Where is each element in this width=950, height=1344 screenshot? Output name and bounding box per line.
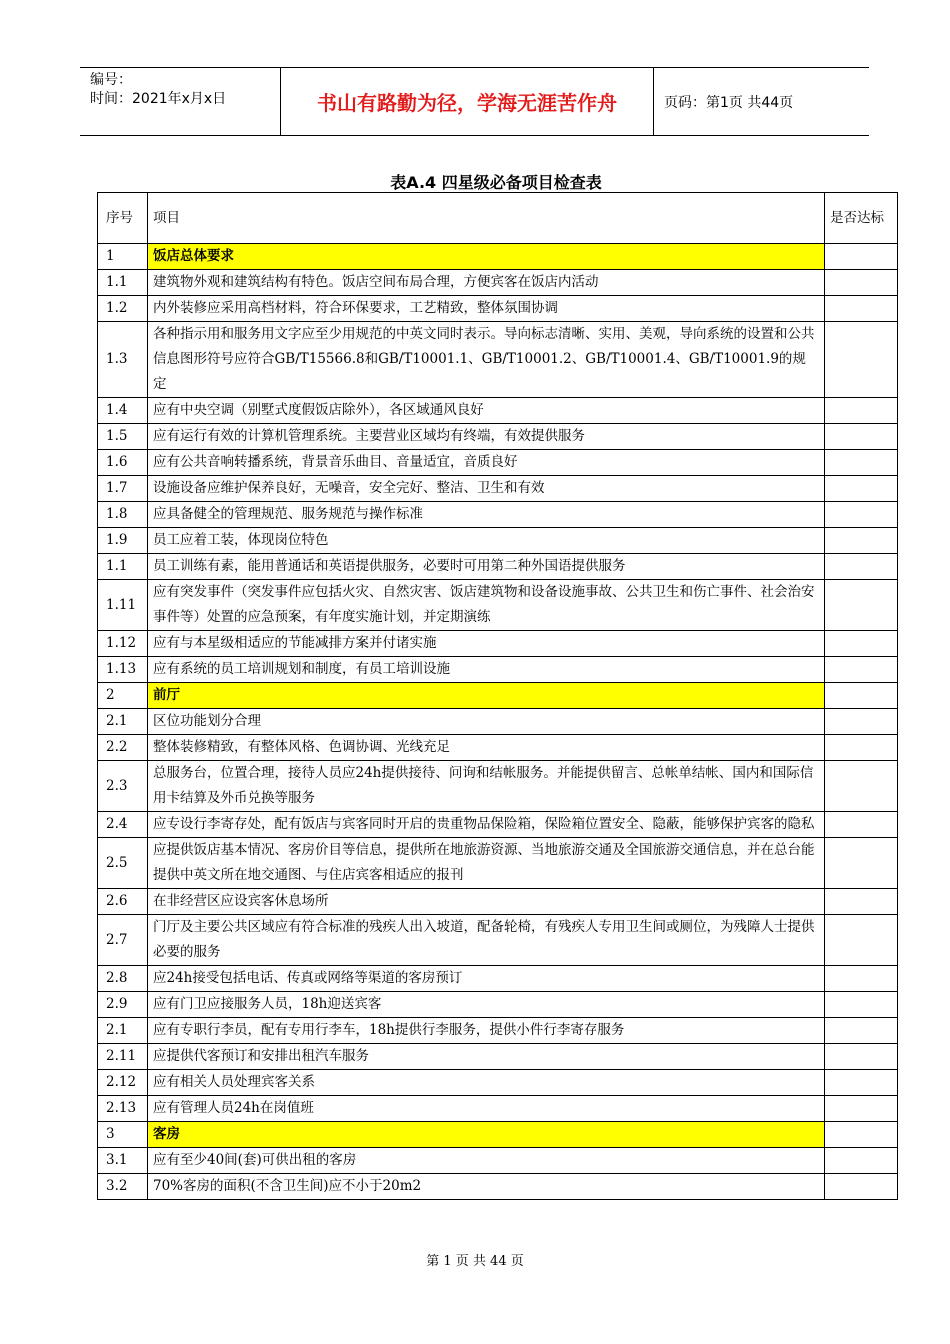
row-passed-cell[interactable] (825, 502, 898, 528)
row-passed-cell[interactable] (825, 528, 898, 554)
table-row (98, 1096, 898, 1122)
row-passed-cell[interactable] (825, 657, 898, 683)
section-row (98, 1122, 898, 1148)
row-item-text: 应专设行李寄存处，配有饭店与宾客同时开启的贵重物品保险箱，保险箱位置安全、隐蔽，能够保护宾客的隐私 (148, 812, 825, 838)
row-item-text: 应有与本星级相适应的节能减排方案并付诸实施 (148, 631, 825, 657)
row-item-text: 应有管理人员24h在岗值班 (148, 1096, 825, 1122)
row-item-text: 应具备健全的管理规范、服务规范与操作标准 (148, 502, 825, 528)
row-number: 1 (98, 244, 148, 270)
row-passed-cell[interactable] (825, 889, 898, 915)
row-number: 2.7 (98, 915, 148, 966)
row-number: 1.6 (98, 450, 148, 476)
checklist-table (97, 192, 898, 1200)
table-row (98, 657, 898, 683)
section-row (98, 683, 898, 709)
row-item-text: 应有中央空调（别墅式度假饭店除外），各区域通风良好 (148, 398, 825, 424)
table-row (98, 761, 898, 812)
table-row (98, 1148, 898, 1174)
row-passed-cell[interactable] (825, 812, 898, 838)
row-item-text: 应提供饭店基本情况、客房价目等信息，提供所在地旅游资源、当地旅游交通及全国旅游交通信息，并在总台能提供中英文所在地交通图、与住店宾客相适应的报刊 (148, 838, 825, 889)
row-passed-cell[interactable] (825, 322, 898, 398)
row-passed-cell[interactable] (825, 1174, 898, 1200)
table-row (98, 554, 898, 580)
row-item-text: 应24h接受包括电话、传真或网络等渠道的客房预订 (148, 966, 825, 992)
table-row (98, 915, 898, 966)
table-row (98, 1044, 898, 1070)
row-number: 1.7 (98, 476, 148, 502)
table-row (98, 424, 898, 450)
row-passed-cell[interactable] (825, 709, 898, 735)
table-row (98, 322, 898, 398)
row-item-text: 在非经营区应设宾客休息场所 (148, 889, 825, 915)
table-row (98, 812, 898, 838)
row-passed-cell[interactable] (825, 1070, 898, 1096)
row-passed-cell[interactable] (825, 1148, 898, 1174)
document-header (80, 67, 869, 136)
header-passed: 是否达标 (825, 193, 898, 244)
row-item-text: 应有系统的员工培训规划和制度，有员工培训设施 (148, 657, 825, 683)
table-row (98, 580, 898, 631)
row-number: 1.3 (98, 322, 148, 398)
row-number: 3.1 (98, 1148, 148, 1174)
row-item-text: 各种指示用和服务用文字应至少用规范的中英文同时表示。导向标志清晰、实用、美观，导向系统的设置和公共信息图形符号应符合GB/T15566.8和GB/T10001.1、GB/T10001.2、GB/T10001.4、GB/T10001.9的规定 (148, 322, 825, 398)
row-item-text: 应有门卫应接服务人员，18h迎送宾客 (148, 992, 825, 1018)
row-passed-cell[interactable] (825, 398, 898, 424)
row-item-text: 设施设备应维护保养良好，无噪音，安全完好、整洁、卫生和有效 (148, 476, 825, 502)
row-number: 1.1 (98, 270, 148, 296)
table-row (98, 528, 898, 554)
table-header-row (98, 193, 898, 244)
row-number: 2.4 (98, 812, 148, 838)
table-body (98, 244, 898, 1200)
row-item-text: 内外装修应采用高档材料，符合环保要求，工艺精致，整体氛围协调 (148, 296, 825, 322)
row-passed-cell[interactable] (825, 244, 898, 270)
row-item-text: 饭店总体要求 (148, 244, 825, 270)
row-item-text: 员工应着工装，体现岗位特色 (148, 528, 825, 554)
row-passed-cell[interactable] (825, 580, 898, 631)
row-item-text: 前厅 (148, 683, 825, 709)
row-number: 3 (98, 1122, 148, 1148)
row-item-text: 建筑物外观和建筑结构有特色。饭店空间布局合理，方便宾客在饭店内活动 (148, 270, 825, 296)
table-row (98, 296, 898, 322)
row-passed-cell[interactable] (825, 296, 898, 322)
row-number: 2.2 (98, 735, 148, 761)
row-passed-cell[interactable] (825, 683, 898, 709)
table-row (98, 1070, 898, 1096)
row-item-text: 应有至少40间(套)可供出租的客房 (148, 1148, 825, 1174)
row-item-text: 总服务台，位置合理，接待人员应24h提供接待、问询和结帐服务。并能提供留言、总帐单结帐、国内和国际信用卡结算及外币兑换等服务 (148, 761, 825, 812)
row-item-text: 应有运行有效的计算机管理系统。主要营业区域均有终端，有效提供服务 (148, 424, 825, 450)
row-passed-cell[interactable] (825, 1122, 898, 1148)
row-number: 1.8 (98, 502, 148, 528)
table-row (98, 631, 898, 657)
row-number: 2.3 (98, 761, 148, 812)
row-item-text: 客房 (148, 1122, 825, 1148)
row-number: 2.11 (98, 1044, 148, 1070)
table-row (98, 1174, 898, 1200)
row-number: 1.12 (98, 631, 148, 657)
row-number: 1.11 (98, 580, 148, 631)
number-label: 编号： (90, 72, 132, 88)
row-passed-cell[interactable] (825, 761, 898, 812)
table-row (98, 735, 898, 761)
row-item-text: 应有突发事件（突发事件应包括火灾、自然灾害、饭店建筑物和设备设施事故、公共卫生和伤亡事件、社会治安事件等）处置的应急预案，有年度实施计划，并定期演练 (148, 580, 825, 631)
table-row (98, 709, 898, 735)
row-passed-cell[interactable] (825, 476, 898, 502)
row-number: 2.13 (98, 1096, 148, 1122)
header-motto: 书山有路勤为径，学海无涯苦作舟 (280, 68, 654, 135)
row-number: 1.1 (98, 554, 148, 580)
row-passed-cell[interactable] (825, 450, 898, 476)
section-row (98, 244, 898, 270)
row-number: 2.12 (98, 1070, 148, 1096)
row-item-text: 门厅及主要公共区域应有符合标准的残疾人出入坡道，配备轮椅，有残疾人专用卫生间或厕位，为残障人士提供必要的服务 (148, 915, 825, 966)
table-row (98, 1018, 898, 1044)
row-number: 2.9 (98, 992, 148, 1018)
table-row (98, 502, 898, 528)
row-number: 2.1 (98, 1018, 148, 1044)
header-page-info: 页码：第1页 共44页 (664, 94, 794, 111)
table-row (98, 966, 898, 992)
table-title: 表A.4 四星级必备项目检查表 (390, 173, 602, 192)
row-number: 2.5 (98, 838, 148, 889)
row-passed-cell[interactable] (825, 1096, 898, 1122)
row-item-text: 整体装修精致，有整体风格、色调协调、光线充足 (148, 735, 825, 761)
row-number: 1.9 (98, 528, 148, 554)
row-passed-cell[interactable] (825, 1018, 898, 1044)
row-item-text: 应有相关人员处理宾客关系 (148, 1070, 825, 1096)
row-number: 1.5 (98, 424, 148, 450)
row-item-text: 应有公共音响转播系统，背景音乐曲目、音量适宜，音质良好 (148, 450, 825, 476)
table-row (98, 992, 898, 1018)
row-passed-cell[interactable] (825, 966, 898, 992)
row-passed-cell[interactable] (825, 424, 898, 450)
row-number: 1.13 (98, 657, 148, 683)
header-meta (80, 68, 280, 135)
row-passed-cell[interactable] (825, 915, 898, 966)
row-item-text: 区位功能划分合理 (148, 709, 825, 735)
table-row (98, 476, 898, 502)
row-passed-cell[interactable] (825, 735, 898, 761)
row-passed-cell[interactable] (825, 554, 898, 580)
row-item-text: 员工训练有素，能用普通话和英语提供服务，必要时可用第二种外国语提供服务 (148, 554, 825, 580)
row-item-text: 应提供代客预订和安排出租汽车服务 (148, 1044, 825, 1070)
page-footer: 第 1 页 共 44 页 (426, 1254, 524, 1269)
row-number: 2.6 (98, 889, 148, 915)
table-row (98, 398, 898, 424)
row-passed-cell[interactable] (825, 631, 898, 657)
row-number: 2.1 (98, 709, 148, 735)
header-seq: 序号 (98, 193, 148, 244)
table-row (98, 889, 898, 915)
row-passed-cell[interactable] (825, 1044, 898, 1070)
row-number: 2 (98, 683, 148, 709)
row-number: 3.2 (98, 1174, 148, 1200)
row-item-text: 70%客房的面积(不含卫生间)应不小于20m2 (148, 1174, 825, 1200)
row-number: 2.8 (98, 966, 148, 992)
row-number: 1.4 (98, 398, 148, 424)
row-number: 1.2 (98, 296, 148, 322)
table-row (98, 838, 898, 889)
header-item: 项目 (148, 193, 825, 244)
row-passed-cell[interactable] (825, 270, 898, 296)
row-item-text: 应有专职行李员，配有专用行李车，18h提供行李服务，提供小件行李寄存服务 (148, 1018, 825, 1044)
row-passed-cell[interactable] (825, 992, 898, 1018)
row-passed-cell[interactable] (825, 838, 898, 889)
time-label: 时间：2021年x月x日 (90, 91, 227, 107)
table-row (98, 450, 898, 476)
table-row (98, 270, 898, 296)
